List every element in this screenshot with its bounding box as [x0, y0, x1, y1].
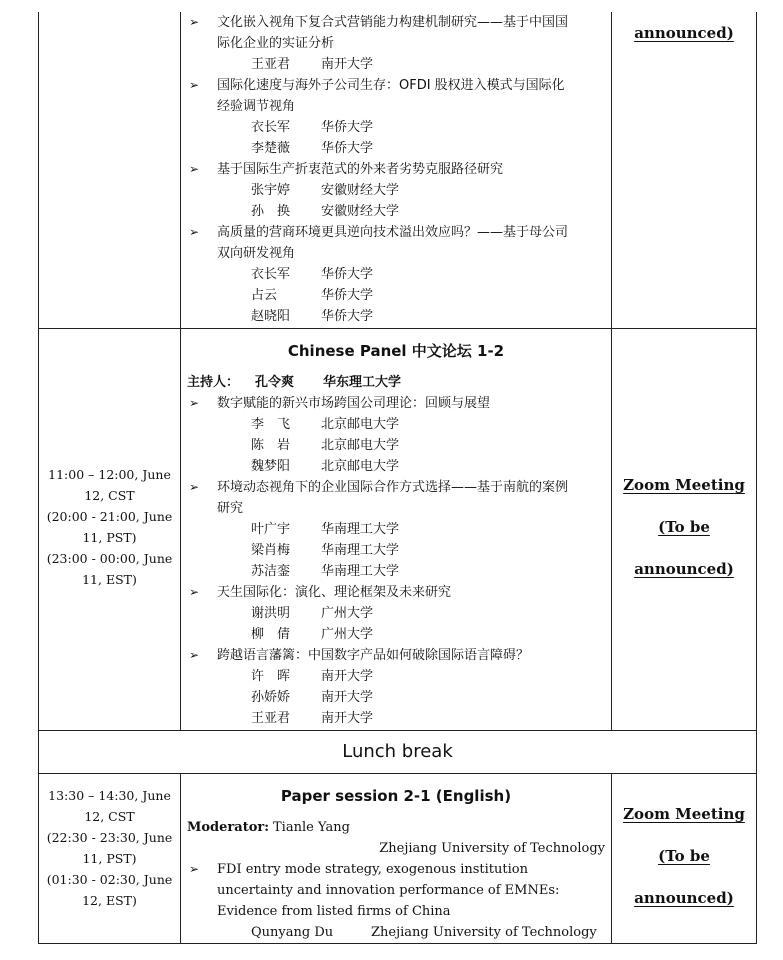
schedule-table	[38, 12, 757, 944]
panel-title: Chinese Panel 中文论坛 1-2	[287, 342, 505, 360]
paper-title-line: 际化企业的实证分析	[217, 36, 335, 51]
arrowhead-bullet-icon: ➢	[189, 585, 200, 599]
venue-zoom-meeting-text: Zoom Meeting	[623, 476, 745, 494]
time-slot-line: (22:30 - 23:30, June	[46, 830, 173, 845]
venue-announced-text	[612, 889, 756, 907]
author-affiliation: 北京邮电大学	[321, 459, 400, 474]
program-cell-continued	[181, 12, 612, 328]
author-name: 梁肖梅	[251, 543, 291, 558]
author-affiliation: 安徽财经大学	[321, 183, 400, 198]
venue-announced-text-text: announced)	[634, 889, 734, 907]
time-slot-line: 11, PST)	[82, 530, 137, 545]
author-affiliation: 南开大学	[321, 57, 374, 72]
schedule-row-paper-session	[39, 774, 756, 944]
paper-title-line: 双向研发视角	[217, 246, 296, 261]
arrowhead-bullet-icon: ➢	[189, 862, 200, 876]
author-name: 谢洪明	[251, 606, 291, 621]
author-affiliation: 南开大学	[321, 669, 374, 684]
time-slot-line: 12, CST	[84, 809, 135, 824]
time-slot-line: (23:00 - 00:00, June	[46, 551, 173, 566]
author-name: Qunyang Du	[251, 925, 334, 940]
author-affiliation: 华侨大学	[321, 288, 374, 303]
time-slot-line: 11, EST)	[82, 572, 137, 587]
author-affiliation: Zhejiang University of Technology	[371, 925, 597, 940]
time-slot-line: 11:00 – 12:00, June	[48, 467, 171, 482]
author-affiliation: 华侨大学	[321, 267, 374, 282]
author-affiliation: 华南理工大学	[321, 564, 400, 579]
venue-cell-paper-session	[612, 774, 756, 943]
venue-to-be	[612, 518, 756, 536]
venue-cell-chinese-panel	[612, 329, 756, 730]
author-affiliation: 广州大学	[321, 627, 374, 642]
session-title: Paper session 2-1 (English)	[280, 787, 512, 805]
host-label: 主持人：	[187, 375, 240, 390]
author-name: 许 晖	[251, 669, 291, 684]
program-cell-paper-session	[181, 774, 612, 943]
paper-title-line: Evidence from listed firms of China	[217, 904, 451, 919]
host-name: 孔令爽	[255, 375, 295, 390]
schedule-row-continued	[39, 12, 756, 329]
lunch-break-label: Lunch break	[342, 741, 453, 762]
venue-zoom-meeting	[612, 476, 756, 494]
time-slot-line: (20:00 - 21:00, June	[46, 509, 173, 524]
venue-zoom-meeting	[612, 805, 756, 823]
venue-zoom-meeting-text: Zoom Meeting	[623, 805, 745, 823]
time-cell-paper-session	[39, 774, 181, 943]
time-slot-line: (01:30 - 02:30, June	[46, 872, 173, 887]
author-name: 李 飞	[251, 417, 291, 432]
author-affiliation: 华南理工大学	[321, 522, 400, 537]
venue-to-be-text: (To be	[658, 518, 710, 536]
author-name: 柳 倩	[251, 627, 291, 642]
moderator-name: Tianle Yang	[273, 820, 350, 835]
paper-title-line: 跨越语言藩篱：中国数字产品如何破除国际语言障碍？	[217, 648, 530, 663]
author-affiliation: 华侨大学	[321, 120, 374, 135]
arrowhead-bullet-icon: ➢	[189, 162, 200, 176]
author-affiliation: 华侨大学	[321, 309, 374, 324]
author-name: 衣长军	[251, 120, 291, 135]
author-name: 衣长军	[251, 267, 291, 282]
arrowhead-bullet-icon: ➢	[189, 480, 200, 494]
author-name: 魏梦阳	[251, 459, 291, 474]
paper-title-line: 国际化速度与海外子公司生存：OFDI 股权进入模式与国际化	[217, 78, 565, 93]
lunch-row	[39, 731, 756, 774]
arrowhead-bullet-icon: ➢	[189, 225, 200, 239]
moderator-label: Moderator:	[187, 820, 270, 835]
author-affiliation: 南开大学	[321, 711, 374, 726]
author-name: 李楚薇	[251, 141, 291, 156]
arrowhead-bullet-icon: ➢	[189, 648, 200, 662]
moderator-affiliation: Zhejiang University of Technology	[379, 841, 605, 856]
venue-announced-text	[612, 560, 756, 578]
time-cell-continued	[39, 12, 181, 328]
paper-title-line: 数字赋能的新兴市场跨国公司理论：回顾与展望	[217, 396, 491, 411]
venue-announced-text-text: announced)	[634, 560, 734, 578]
paper-title-line: 基于国际生产折衷范式的外来者劣势克服路径研究	[217, 162, 504, 177]
author-name: 陈 岩	[251, 438, 291, 453]
author-affiliation: 华南理工大学	[321, 543, 400, 558]
arrowhead-bullet-icon: ➢	[189, 396, 200, 410]
time-slot-line: 12, CST	[84, 488, 135, 503]
author-name: 王亚君	[251, 711, 291, 726]
author-name: 叶广宇	[251, 522, 291, 537]
author-affiliation: 安徽财经大学	[321, 204, 400, 219]
venue-announced-text: announced)	[634, 24, 734, 42]
author-affiliation: 华侨大学	[321, 141, 374, 156]
author-name: 赵晓阳	[251, 309, 291, 324]
paper-title-line: 研究	[217, 501, 244, 516]
arrowhead-bullet-icon: ➢	[189, 15, 200, 29]
author-name: 张宇婷	[251, 183, 291, 198]
paper-title-line: 经验调节视角	[217, 99, 296, 114]
arrowhead-bullet-icon: ➢	[189, 78, 200, 92]
author-name: 孙 换	[251, 204, 291, 219]
paper-title-line: uncertainty and innovation performance of EMNEs:	[217, 883, 560, 898]
author-name: 占云	[251, 288, 278, 303]
paper-title-line: FDI entry mode strategy, exogenous institution	[217, 862, 528, 877]
host-affiliation: 华东理工大学	[323, 375, 402, 390]
author-affiliation: 北京邮电大学	[321, 438, 400, 453]
author-name: 孙娇娇	[251, 690, 291, 705]
venue-to-be	[612, 847, 756, 865]
schedule-row-chinese-panel	[39, 329, 756, 731]
time-slot-line: 11, PST)	[82, 851, 137, 866]
time-cell-chinese-panel	[39, 329, 181, 730]
author-name: 王亚君	[251, 57, 291, 72]
venue-cell-continued	[612, 12, 756, 328]
program-cell-chinese-panel	[181, 329, 612, 730]
time-slot-line: 13:30 – 14:30, June	[48, 788, 171, 803]
paper-title-line: 文化嵌入视角下复合式营销能力构建机制研究——基于中国国	[217, 15, 569, 30]
author-affiliation: 广州大学	[321, 606, 374, 621]
author-affiliation: 北京邮电大学	[321, 417, 400, 432]
paper-title-line: 天生国际化：演化、理论框架及未来研究	[217, 585, 452, 600]
author-affiliation: 南开大学	[321, 690, 374, 705]
time-slot-line: 12, EST)	[82, 893, 137, 908]
paper-title-line: 环境动态视角下的企业国际合作方式选择——基于南航的案例	[217, 480, 569, 495]
paper-title-line: 高质量的营商环境更具逆向技术溢出效应吗？——基于母公司	[217, 225, 569, 240]
venue-to-be-text: (To be	[658, 847, 710, 865]
author-name: 苏洁銮	[251, 564, 291, 579]
